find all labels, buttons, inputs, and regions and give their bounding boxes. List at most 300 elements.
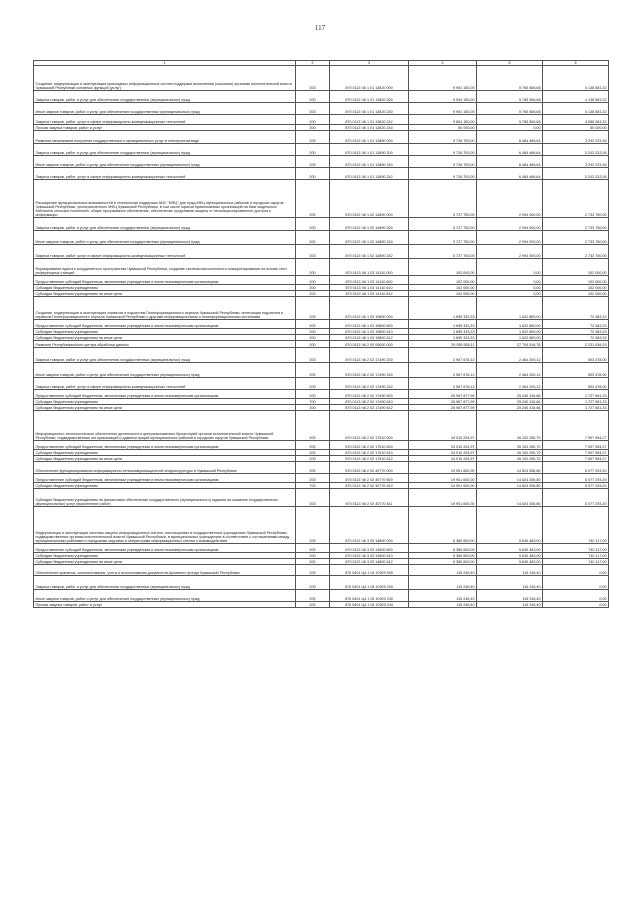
column-number-3: 3 — [330, 61, 409, 66]
row-name-cell: Предоставление субсидий бюджетным, автономным учреждениям и иным некоммерческим организациям — [34, 320, 296, 329]
row-plan-amount-cell: 26 967 877,99 — [409, 399, 477, 405]
row-executed-amount-cell: 14 824 306,80 — [477, 462, 543, 474]
table-row — [34, 411, 609, 441]
row-plan-amount-cell: 34 010 204,97 — [409, 450, 477, 456]
row-plan-amount-cell: 19 901 600,00 — [409, 489, 477, 507]
column-number-5: 5 — [477, 61, 543, 66]
row-classification-cell: 870 0401 Ц4 1 04 10920 000 — [330, 565, 409, 576]
table-row — [34, 103, 609, 115]
table-row — [34, 168, 609, 180]
row-classification-cell: 870 0401 Ц4 1 04 10920 200 — [330, 576, 409, 590]
row-code-cell: 200 — [296, 180, 330, 218]
row-remaining-amount-cell: 7 907 954,27 — [543, 456, 609, 462]
row-code-cell: 200 — [296, 329, 330, 335]
row-classification-cell: 870 0113 Ч6 1 03 19800 610 — [330, 329, 409, 335]
table-row — [34, 131, 609, 144]
row-plan-amount-cell: 1 695 333,33 — [409, 320, 477, 329]
row-executed-amount-cell: 5 765 566,68 — [477, 115, 543, 125]
row-remaining-amount-cell: 503 478,00 — [543, 348, 609, 363]
table-row — [34, 462, 609, 474]
table-row — [34, 276, 609, 285]
row-code-cell: 200 — [296, 291, 330, 297]
row-remaining-amount-cell: 3 242 233,36 — [543, 168, 609, 180]
row-name-cell: Закупка товаров, работ и услуг для обеспечения государственных (муниципальных) нужд — [34, 218, 296, 231]
row-plan-amount-cell: 102 000,00 — [409, 291, 477, 297]
row-code-cell: 200 — [296, 576, 330, 590]
row-remaining-amount-cell: 72 483,33 — [543, 329, 609, 335]
row-name-cell: Субсидии бюджетным учреждениям — [34, 399, 296, 405]
row-remaining-amount-cell: 0,00 — [543, 602, 609, 608]
row-name-cell: Закупка товаров, работ и услуг для обеспечения государственных (муниципальных) нужд — [34, 91, 296, 103]
row-executed-amount-cell: 2 464 200,12 — [477, 363, 543, 378]
row-code-cell: 200 — [296, 335, 330, 341]
row-plan-amount-cell: 9 904 150,00 — [409, 66, 477, 91]
row-classification-cell: 870 0113 Ч6 2 02 17510 610 — [330, 450, 409, 456]
table-row — [34, 565, 609, 576]
row-name-cell: Иные закупки товаров, работ и услуг для обеспечения государственных (муниципальных) нужд — [34, 590, 296, 602]
row-classification-cell: 870 0401 Ц4 1 04 10920 240 — [330, 590, 409, 602]
row-plan-amount-cell: 34 010 204,97 — [409, 456, 477, 462]
row-name-cell: Информационно-технологическое обеспечение деятельности централизованных бухгалтерий органов исполнительной власти Чувашской Республики, подведомственных им организаций и администраций муниципальных районов и городских округов Чувашской Республики — [34, 411, 296, 441]
row-code-cell: 200 — [296, 553, 330, 559]
row-name-cell: Модернизация и эксплуатация системы защиты информационных систем, используемых в государственных учреждениях Чувашской Республики, подведомственных органам исполнительной власти Чувашской Республики, в муниципальных учреждениях в соответствии с соглашениями между муниципальными районами и городскими округами и операторами информационных систем о взаимодействии — [34, 507, 296, 544]
table-body — [34, 66, 609, 608]
row-remaining-amount-cell: 3 242 233,36 — [543, 131, 609, 144]
row-name-cell: Субсидии бюджетным учреждениям на иные цели — [34, 335, 296, 341]
row-classification-cell: 870 0113 Ч6 1 03 19800 000 — [330, 297, 409, 320]
table-row — [34, 180, 609, 218]
row-code-cell: 200 — [296, 590, 330, 602]
row-remaining-amount-cell: 0,00 — [543, 590, 609, 602]
row-executed-amount-cell: 1 622 850,00 — [477, 320, 543, 329]
row-executed-amount-cell: 2 994 000,00 — [477, 180, 543, 218]
row-plan-amount-cell: 9 726 700,00 — [409, 168, 477, 180]
row-code-cell: 700 — [296, 483, 330, 489]
row-remaining-amount-cell: 740 117,00 — [543, 553, 609, 559]
row-code-cell: 200 — [296, 348, 330, 363]
row-executed-amount-cell: 14 824 306,80 — [477, 483, 543, 489]
row-remaining-amount-cell: 503 478,00 — [543, 363, 609, 378]
row-executed-amount-cell: 5 765 566,68 — [477, 103, 543, 115]
row-name-cell: Субсидии бюджетным учреждениям — [34, 285, 296, 291]
row-remaining-amount-cell: 5 077 293,20 — [543, 489, 609, 507]
row-classification-cell: 870 0113 Ч6 3 03 14800 600 — [330, 544, 409, 553]
row-code-cell: 200 — [296, 125, 330, 131]
row-remaining-amount-cell: 102 000,00 — [543, 285, 609, 291]
row-executed-amount-cell: 2 994 000,00 — [477, 231, 543, 245]
row-code-cell: 200 — [296, 544, 330, 553]
row-name-cell: Субсидии бюджетным учреждениям на финансовое обеспечение государственного (муниципального) задания на оказание государственных (муниципальных) услуг (выполнение работ) — [34, 489, 296, 507]
row-classification-cell: 870 0113 Ч6 1 02 14890 000 — [330, 180, 409, 218]
row-name-cell: Создание, модернизация и эксплуатация сервисов и подсистем Геоинформационного портала Чувашской Республики, интеграция подсистем и сервисов Геоинформационного портала Чувашской Республики с другими информационными и геоинформационными системами — [34, 297, 296, 320]
column-number-6: 6 — [543, 61, 609, 66]
row-plan-amount-cell: 6 380 600,00 — [409, 559, 477, 565]
row-code-cell: 200 — [296, 115, 330, 125]
row-classification-cell: 870 0113 Ч6 1 01 13890 000 — [330, 131, 409, 144]
row-classification-cell: 870 0113 Ч6 2 02 17490 612 — [330, 405, 409, 411]
row-remaining-amount-cell: 102 000,00 — [543, 259, 609, 276]
row-classification-cell: 870 0113 Ч6 2 02 17490 242 — [330, 378, 409, 390]
table-row — [34, 474, 609, 483]
row-classification-cell: 870 0113 Ч6 2 00 00000 000 — [330, 341, 409, 348]
row-remaining-amount-cell: 3 242 233,36 — [543, 156, 609, 168]
page-number: 117 — [314, 24, 326, 32]
row-code-cell: 200 — [296, 156, 330, 168]
row-code-cell: 200 — [296, 341, 330, 348]
row-remaining-amount-cell: 50 000,00 — [543, 125, 609, 131]
row-executed-amount-cell: 6 484 466,64 — [477, 131, 543, 144]
row-name-cell: Субсидии бюджетным учреждениям на иные цели — [34, 559, 296, 565]
row-name-cell: Прочая закупка товаров, работ и услуг — [34, 125, 296, 131]
row-remaining-amount-cell: 740 117,00 — [543, 559, 609, 565]
row-code-cell: 200 — [296, 602, 330, 608]
row-name-cell: Развитие механизмов получения государственных и муниципальных услуг в электронном виде — [34, 131, 296, 144]
row-classification-cell: 870 0113 Ч6 2 02 40770 600 — [330, 474, 409, 483]
row-classification-cell: 870 0113 Ч6 3 03 14800 612 — [330, 559, 409, 565]
row-executed-amount-cell: 115 246,40 — [477, 602, 543, 608]
row-plan-amount-cell: 1 695 333,33 — [409, 297, 477, 320]
row-executed-amount-cell: 0,00 — [477, 285, 543, 291]
row-classification-cell: 870 0113 Ч6 2 02 40770 611 — [330, 489, 409, 507]
row-executed-amount-cell: 5 640 483,00 — [477, 544, 543, 553]
table-row — [34, 245, 609, 259]
row-classification-cell: 870 0113 Ч6 1 02 14890 240 — [330, 231, 409, 245]
row-name-cell: Прочая закупка товаров, работ и услуг — [34, 602, 296, 608]
row-executed-amount-cell: 115 246,40 — [477, 590, 543, 602]
row-remaining-amount-cell: 2 733 750,00 — [543, 245, 609, 259]
row-remaining-amount-cell: 1 727 561,33 — [543, 405, 609, 411]
row-plan-amount-cell: 26 967 877,99 — [409, 390, 477, 399]
row-classification-cell: 870 0113 Ч6 2 02 17490 610 — [330, 399, 409, 405]
row-executed-amount-cell: 0,00 — [477, 259, 543, 276]
row-plan-amount-cell: 5 727 750,00 — [409, 218, 477, 231]
row-executed-amount-cell: 2 994 000,00 — [477, 218, 543, 231]
row-name-cell: Создание, модернизация и эксплуатация прикладных информационных систем поддержки выполнения (оказания) органами исполнительной власти Чувашской Республики основных функций (услуг) — [34, 66, 296, 91]
row-code-cell: 200 — [296, 507, 330, 544]
row-code-cell: 200 — [296, 565, 330, 576]
row-remaining-amount-cell: 4 138 583,32 — [543, 91, 609, 103]
table-row — [34, 590, 609, 602]
row-code-cell: 200 — [296, 259, 330, 276]
table-row — [34, 544, 609, 553]
row-remaining-amount-cell: 0,00 — [543, 565, 609, 576]
row-plan-amount-cell: 2 967 678,12 — [409, 363, 477, 378]
row-classification-cell: 870 0113 Ч6 3 03 14800 610 — [330, 553, 409, 559]
row-plan-amount-cell: 115 246,40 — [409, 576, 477, 590]
row-plan-amount-cell: 115 246,40 — [409, 602, 477, 608]
row-remaining-amount-cell: 102 000,00 — [543, 291, 609, 297]
row-executed-amount-cell: 2 464 200,12 — [477, 348, 543, 363]
row-remaining-amount-cell: 72 483,33 — [543, 335, 609, 341]
row-name-cell: Иные закупки товаров, работ и услуг для обеспечения государственных (муниципальных) нужд — [34, 103, 296, 115]
row-code-cell: 200 — [296, 168, 330, 180]
row-remaining-amount-cell: 3 242 233,36 — [543, 144, 609, 156]
row-code-cell: 200 — [296, 285, 330, 291]
row-classification-cell: 870 0113 Ч6 2 02 17490 600 — [330, 390, 409, 399]
row-plan-amount-cell: 9 904 150,00 — [409, 91, 477, 103]
row-executed-amount-cell: 25 240 316,66 — [477, 399, 543, 405]
row-code-cell: 200 — [296, 411, 330, 441]
row-executed-amount-cell: 6 484 466,64 — [477, 156, 543, 168]
row-code-cell: 200 — [296, 231, 330, 245]
row-remaining-amount-cell: 4 138 583,32 — [543, 103, 609, 115]
row-plan-amount-cell: 2 967 678,12 — [409, 348, 477, 363]
row-name-cell: Субсидии бюджетным учреждениям на иные цели — [34, 456, 296, 462]
row-code-cell: 200 — [296, 462, 330, 474]
row-remaining-amount-cell: 740 117,00 — [543, 507, 609, 544]
column-number-2: 2 — [296, 61, 330, 66]
row-executed-amount-cell: 25 240 316,66 — [477, 405, 543, 411]
table-row — [34, 602, 609, 608]
row-remaining-amount-cell: 7 907 954,27 — [543, 450, 609, 456]
table-row — [34, 320, 609, 329]
column-number-4: 4 — [409, 61, 477, 66]
table-row — [34, 507, 609, 544]
row-code-cell: 200 — [296, 276, 330, 285]
row-name-cell: Закупка товаров, работ, услуг в сфере информационно-коммуникационных технологий — [34, 245, 296, 259]
row-classification-cell: 870 0113 Ч6 1 02 14890 200 — [330, 218, 409, 231]
row-remaining-amount-cell: 1 727 561,33 — [543, 399, 609, 405]
row-code-cell: 200 — [296, 489, 330, 507]
row-classification-cell: 870 0113 Ч6 1 03 14110 600 — [330, 276, 409, 285]
row-classification-cell: 870 0113 Ч6 1 02 14890 242 — [330, 245, 409, 259]
row-executed-amount-cell: 1 622 850,00 — [477, 335, 543, 341]
row-executed-amount-cell: 115 246,40 — [477, 576, 543, 590]
row-name-cell: Субсидии бюджетным учреждениям — [34, 329, 296, 335]
row-code-cell: 200 — [296, 405, 330, 411]
row-name-cell: Формирование единого координатного пространства Чувашской Республики, создание системы высокоточного позиционирования на основе сети референцных станций — [34, 259, 296, 276]
row-code-cell: 200 — [296, 91, 330, 103]
row-classification-cell: 870 0113 Ч6 1 01 13890 240 — [330, 156, 409, 168]
row-executed-amount-cell: 26 102 250,70 — [477, 456, 543, 462]
row-classification-cell: 870 0113 Ч6 1 03 19800 600 — [330, 320, 409, 329]
row-classification-cell: 870 0113 Ч6 1 01 13820 000 — [330, 66, 409, 91]
table-row — [34, 341, 609, 348]
table-row — [34, 297, 609, 320]
row-remaining-amount-cell: 4 138 583,32 — [543, 66, 609, 91]
row-plan-amount-cell: 115 246,40 — [409, 565, 477, 576]
row-name-cell: Закупка товаров, работ, услуг в сфере информационно-коммуникационных технологий — [34, 168, 296, 180]
row-plan-amount-cell: 9 726 700,00 — [409, 144, 477, 156]
row-code-cell: 200 — [296, 390, 330, 399]
row-plan-amount-cell: 34 010 204,97 — [409, 441, 477, 450]
row-name-cell: Иные закупки товаров, работ и услуг для обеспечения государственных (муниципальных) нужд — [34, 156, 296, 168]
row-executed-amount-cell: 5 640 483,00 — [477, 507, 543, 544]
row-executed-amount-cell: 6 484 466,64 — [477, 144, 543, 156]
table-row — [34, 144, 609, 156]
row-remaining-amount-cell: 2 733 750,00 — [543, 218, 609, 231]
table-row — [34, 115, 609, 125]
row-remaining-amount-cell: 2 231 038,33 — [543, 341, 609, 348]
row-remaining-amount-cell: 72 483,33 — [543, 320, 609, 329]
row-plan-amount-cell: 2 967 678,12 — [409, 378, 477, 390]
row-classification-cell: 870 0113 Ч6 1 01 13890 242 — [330, 168, 409, 180]
row-plan-amount-cell: 1 695 333,33 — [409, 335, 477, 341]
row-name-cell: Иные закупки товаров, работ и услуг для обеспечения государственных (муниципальных) нужд — [34, 363, 296, 378]
row-classification-cell: 870 0113 Ч6 2 02 17510 600 — [330, 441, 409, 450]
table-row — [34, 231, 609, 245]
row-executed-amount-cell: 115 246,40 — [477, 565, 543, 576]
row-code-cell: 200 — [296, 320, 330, 329]
row-code-cell: 700 — [296, 399, 330, 405]
table-row — [34, 390, 609, 399]
row-name-cell: Расширение функциональных возможностей и техническая поддержка АИС "МФЦ" для нужд МФЦ муниципальных районов и городских округов Чувашской Республики, уполномоченного МФЦ Чувашской Республики, в том числе офисов привлекаемых организаций на базе модельных библиотек сельских поселений, общее программное обеспечение, обеспечение средствами защиты от несанкционированного доступа к информации — [34, 180, 296, 218]
table-row — [34, 218, 609, 231]
row-code-cell: 200 — [296, 378, 330, 390]
table-row — [34, 91, 609, 103]
row-classification-cell: 870 0113 Ч6 1 03 19800 612 — [330, 335, 409, 341]
row-remaining-amount-cell: 4 088 583,32 — [543, 115, 609, 125]
row-name-cell: Субсидии бюджетным учреждениям на иные цели — [34, 291, 296, 297]
row-classification-cell: 870 0113 Ч6 1 01 13820 200 — [330, 91, 409, 103]
row-code-cell: 200 — [296, 66, 330, 91]
row-executed-amount-cell: 14 824 306,80 — [477, 474, 543, 483]
row-name-cell: Развитие Республиканского центра обработки данных — [34, 341, 296, 348]
row-plan-amount-cell: 1 695 333,33 — [409, 329, 477, 335]
row-plan-amount-cell: 102 000,00 — [409, 259, 477, 276]
table-row — [34, 441, 609, 450]
row-code-cell: 200 — [296, 363, 330, 378]
row-remaining-amount-cell: 5 077 293,20 — [543, 483, 609, 489]
row-name-cell: Обеспечение функционирования информационно-телекоммуникационной инфраструктуры в Чувашской Республике — [34, 462, 296, 474]
row-name-cell: Закупка товаров, работ, услуг в сфере информационно-коммуникационных технологий — [34, 378, 296, 390]
row-name-cell: Предоставление субсидий бюджетным, автономным учреждениям и иным некоммерческим организациям — [34, 474, 296, 483]
row-code-cell: 200 — [296, 144, 330, 156]
table-row — [34, 259, 609, 276]
row-code-cell: 200 — [296, 297, 330, 320]
row-plan-amount-cell: 9 726 700,00 — [409, 156, 477, 168]
row-classification-cell: 870 0113 Ч6 1 03 14110 610 — [330, 285, 409, 291]
row-executed-amount-cell: 6 484 466,64 — [477, 168, 543, 180]
row-classification-cell: 870 0113 Ч6 1 03 14110 612 — [330, 291, 409, 297]
row-remaining-amount-cell: 0,00 — [543, 576, 609, 590]
row-executed-amount-cell: 0,00 — [477, 276, 543, 285]
row-executed-amount-cell: 5 640 483,00 — [477, 559, 543, 565]
row-executed-amount-cell: 5 640 483,00 — [477, 553, 543, 559]
row-executed-amount-cell: 26 102 250,70 — [477, 450, 543, 456]
row-classification-cell: 870 0113 Ч6 2 02 17490 240 — [330, 363, 409, 378]
row-executed-amount-cell: 25 240 316,66 — [477, 390, 543, 399]
row-classification-cell: 870 0113 Ч6 2 02 40770 000 — [330, 462, 409, 474]
row-remaining-amount-cell: 2 733 750,00 — [543, 180, 609, 218]
row-name-cell: Обеспечение хранения, комплектования, учета и использования документов Архивного фонда Чувашской Республики — [34, 565, 296, 576]
row-classification-cell: 870 0113 Ч6 3 03 14800 000 — [330, 507, 409, 544]
row-remaining-amount-cell: 7 907 954,27 — [543, 411, 609, 441]
row-classification-cell: 870 0113 Ч6 1 01 13820 240 — [330, 103, 409, 115]
row-plan-amount-cell: 115 246,40 — [409, 590, 477, 602]
row-name-cell: Предоставление субсидий бюджетным, автономным учреждениям и иным некоммерческим организациям — [34, 544, 296, 553]
row-name-cell: Закупка товаров, работ и услуг для обеспечения государственных (муниципальных) нужд — [34, 576, 296, 590]
row-name-cell: Субсидии бюджетным учреждениям на иные цели — [34, 405, 296, 411]
row-code-cell: 200 — [296, 474, 330, 483]
row-executed-amount-cell: 2 994 000,00 — [477, 245, 543, 259]
row-remaining-amount-cell: 102 000,00 — [543, 276, 609, 285]
row-plan-amount-cell: 19 901 600,00 — [409, 483, 477, 489]
row-classification-cell: 870 0113 Ч6 2 02 40770 610 — [330, 483, 409, 489]
row-code-cell: 200 — [296, 441, 330, 450]
row-plan-amount-cell: 19 901 600,00 — [409, 474, 477, 483]
row-executed-amount-cell: 1 622 850,00 — [477, 297, 543, 320]
row-name-cell: Субсидии бюджетным учреждениям — [34, 553, 296, 559]
row-plan-amount-cell: 9 904 150,00 — [409, 103, 477, 115]
table-row — [34, 363, 609, 378]
table-row — [34, 576, 609, 590]
row-executed-amount-cell: 14 824 306,80 — [477, 489, 543, 507]
row-name-cell: Предоставление субсидий бюджетным, автономным учреждениям и иным некоммерческим организациям — [34, 390, 296, 399]
row-code-cell: 200 — [296, 218, 330, 231]
row-name-cell: Субсидии бюджетным учреждениям — [34, 483, 296, 489]
row-classification-cell: 870 0113 Ч6 1 01 13820 242 — [330, 115, 409, 125]
row-code-cell: 200 — [296, 131, 330, 144]
row-code-cell: 200 — [296, 456, 330, 462]
row-plan-amount-cell: 29 935 555,11 — [409, 341, 477, 348]
row-plan-amount-cell: 6 380 600,00 — [409, 507, 477, 544]
row-code-cell: 200 — [296, 559, 330, 565]
row-name-cell: Субсидии бюджетным учреждениям — [34, 450, 296, 456]
row-executed-amount-cell: 5 765 566,68 — [477, 66, 543, 91]
row-classification-cell: 870 0113 Ч6 1 01 13890 200 — [330, 144, 409, 156]
row-remaining-amount-cell: 1 727 561,33 — [543, 390, 609, 399]
row-name-cell: Иные закупки товаров, работ и услуг для обеспечения государственных (муниципальных) нужд — [34, 231, 296, 245]
row-name-cell: Закупка товаров, работ и услуг для обеспечения государственных (муниципальных) нужд — [34, 144, 296, 156]
row-executed-amount-cell: 27 704 516,78 — [477, 341, 543, 348]
row-executed-amount-cell: 0,00 — [477, 291, 543, 297]
row-classification-cell: 870 0113 Ч6 2 02 17490 200 — [330, 348, 409, 363]
row-plan-amount-cell: 9 726 700,00 — [409, 131, 477, 144]
table-row — [34, 378, 609, 390]
row-plan-amount-cell: 102 000,00 — [409, 276, 477, 285]
row-remaining-amount-cell: 72 483,33 — [543, 297, 609, 320]
row-executed-amount-cell: 26 102 250,70 — [477, 441, 543, 450]
row-name-cell: Предоставление субсидий бюджетным, автономным учреждениям и иным некоммерческим организациям — [34, 276, 296, 285]
table-row — [34, 156, 609, 168]
row-plan-amount-cell: 34 010 204,97 — [409, 411, 477, 441]
row-remaining-amount-cell: 5 077 293,20 — [543, 474, 609, 483]
row-classification-cell: 870 0113 Ч6 1 03 14110 000 — [330, 259, 409, 276]
row-plan-amount-cell: 6 380 600,00 — [409, 553, 477, 559]
row-executed-amount-cell: 1 622 850,00 — [477, 329, 543, 335]
row-classification-cell: 870 0113 Ч6 2 02 17510 612 — [330, 456, 409, 462]
row-name-cell: Закупка товаров, работ и услуг для обеспечения государственных (муниципальных) нужд — [34, 348, 296, 363]
row-plan-amount-cell: 9 854 150,00 — [409, 115, 477, 125]
row-plan-amount-cell: 5 727 750,00 — [409, 245, 477, 259]
row-executed-amount-cell: 0,00 — [477, 125, 543, 131]
row-plan-amount-cell: 6 380 600,00 — [409, 544, 477, 553]
row-plan-amount-cell: 102 000,00 — [409, 285, 477, 291]
row-name-cell: Предоставление субсидий бюджетным, автономным учреждениям и иным некоммерческим организациям — [34, 441, 296, 450]
row-name-cell: Закупка товаров, работ, услуг в сфере информационно-коммуникационных технологий — [34, 115, 296, 125]
row-executed-amount-cell: 2 464 200,12 — [477, 378, 543, 390]
row-plan-amount-cell: 5 727 750,00 — [409, 231, 477, 245]
row-remaining-amount-cell: 5 077 293,20 — [543, 462, 609, 474]
table-row — [34, 489, 609, 507]
row-remaining-amount-cell: 740 117,00 — [543, 544, 609, 553]
row-remaining-amount-cell: 2 733 750,00 — [543, 231, 609, 245]
row-classification-cell: 870 0113 Ч6 2 02 17510 000 — [330, 411, 409, 441]
row-classification-cell: 870 0401 Ц4 1 04 10920 244 — [330, 602, 409, 608]
budget-table — [33, 60, 609, 608]
row-executed-amount-cell: 26 102 250,70 — [477, 411, 543, 441]
row-remaining-amount-cell: 7 907 954,27 — [543, 441, 609, 450]
row-code-cell: 200 — [296, 450, 330, 456]
row-code-cell: 200 — [296, 103, 330, 115]
row-plan-amount-cell: 19 901 600,00 — [409, 462, 477, 474]
table-row — [34, 66, 609, 91]
row-remaining-amount-cell: 503 478,00 — [543, 378, 609, 390]
row-plan-amount-cell: 5 727 750,00 — [409, 180, 477, 218]
row-executed-amount-cell: 5 765 566,68 — [477, 91, 543, 103]
row-code-cell: 200 — [296, 245, 330, 259]
